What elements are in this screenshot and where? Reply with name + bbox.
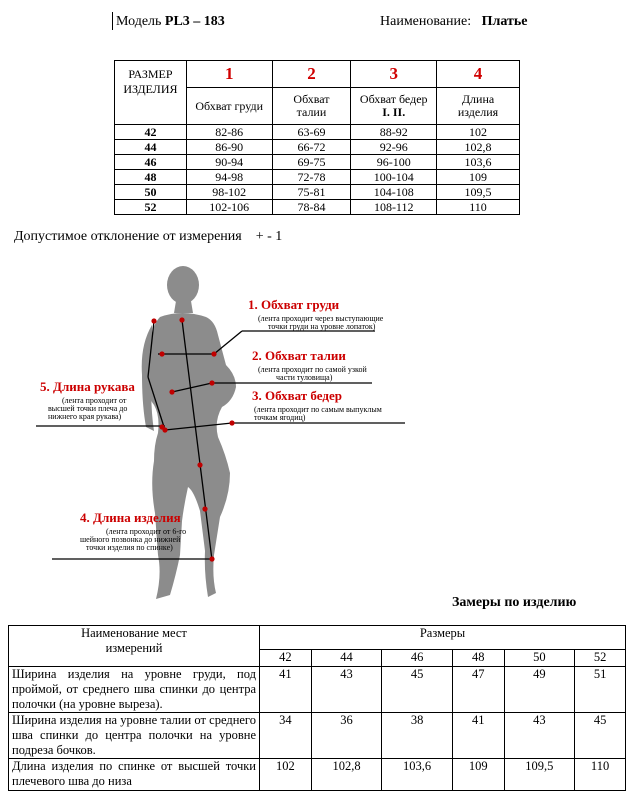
- row-value: 103,6: [382, 759, 453, 791]
- m4-note3: точки изделия по спинке): [86, 543, 173, 552]
- size-cell: 46: [115, 155, 187, 170]
- model-label: Модель: [116, 14, 162, 29]
- col-header-chest: Обхват груди: [186, 88, 272, 125]
- row-value: 102,8: [311, 759, 382, 791]
- row-value: 51: [575, 667, 626, 713]
- row-value: 43: [504, 713, 575, 759]
- row-value: 41: [452, 713, 504, 759]
- col-header-hips-label: Обхват бедер: [359, 92, 428, 106]
- waist-cell: 78-84: [272, 200, 351, 215]
- m3-note2: точкам ягодиц): [254, 413, 306, 422]
- hips-cell: 100-104: [351, 170, 437, 185]
- sizes-header: Размеры: [260, 626, 626, 650]
- waist-cell: 72-78: [272, 170, 351, 185]
- size-cell: 48: [115, 170, 187, 185]
- size-col: 46: [382, 650, 453, 667]
- length-cell: 102,8: [437, 140, 520, 155]
- m1-title: 1. Обхват груди: [248, 297, 340, 312]
- size-cell: 44: [115, 140, 187, 155]
- m4-title: 4. Длина изделия: [80, 510, 181, 525]
- row-value: 36: [311, 713, 382, 759]
- length-cell: 102: [437, 125, 520, 140]
- row-name: Длина изделия по спинке от высшей точки плечевого шва до низа: [9, 759, 260, 791]
- table-row: [115, 140, 520, 155]
- row-name: Ширина изделия на уровне талии от среднего шва спинки до центра полочки на уровне подреза бочков.: [9, 713, 260, 759]
- product-table: [8, 625, 626, 791]
- row-value: 38: [382, 713, 453, 759]
- m3-title: 3. Обхват бедер: [252, 388, 342, 403]
- row-value: 45: [575, 713, 626, 759]
- chest-cell: 102-106: [186, 200, 272, 215]
- size-col: 52: [575, 650, 626, 667]
- row-value: 34: [260, 713, 312, 759]
- name-value: Платье: [481, 14, 528, 29]
- chest-cell: 90-94: [186, 155, 272, 170]
- table-row: [115, 200, 520, 215]
- col-number-4: 4: [437, 61, 520, 88]
- tolerance-note: Допустимое отклонение от измерения + - 1: [14, 229, 283, 244]
- measurement-figure: [0, 255, 632, 605]
- m5-note3: нижнего края рукава): [48, 412, 122, 421]
- size-col: 42: [260, 650, 312, 667]
- hips-cell: 104-108: [351, 185, 437, 200]
- size-col: 44: [311, 650, 382, 667]
- row-value: 109,5: [504, 759, 575, 791]
- waist-cell: 63-69: [272, 125, 351, 140]
- table-row: [115, 170, 520, 185]
- text-cursor: [112, 12, 113, 30]
- size-col: 50: [504, 650, 575, 667]
- waist-cell: 66-72: [272, 140, 351, 155]
- m2-note2: части туловища): [276, 373, 333, 382]
- col-header-hips-sub: I. II.: [382, 105, 406, 119]
- waist-cell: 69-75: [272, 155, 351, 170]
- model-line: [116, 14, 225, 30]
- name-header: Наименование мест измерений: [9, 626, 260, 667]
- m2-title: 2. Обхват талии: [252, 348, 346, 363]
- row-value: 109: [452, 759, 504, 791]
- hips-cell: 108-112: [351, 200, 437, 215]
- table-row: [115, 125, 520, 140]
- col-number-3: 3: [351, 61, 437, 88]
- col-header-length: Длина изделия: [437, 88, 520, 125]
- size-col: 48: [452, 650, 504, 667]
- row-value: 47: [452, 667, 504, 713]
- table-row: [115, 155, 520, 170]
- m1-note1: (лента проходит через выступающие: [258, 314, 384, 323]
- name-label: Наименование:: [380, 14, 472, 29]
- col-number-1: 1: [186, 61, 272, 88]
- m3-note1: (лента проходит по самым выпуклым: [254, 405, 382, 414]
- col-header-hips: [351, 88, 437, 125]
- hips-cell: 92-96: [351, 140, 437, 155]
- size-cell: 52: [115, 200, 187, 215]
- chest-cell: 82-86: [186, 125, 272, 140]
- row-value: 45: [382, 667, 453, 713]
- length-cell: 103,6: [437, 155, 520, 170]
- m1-note2: точки груди на уровне лопаток): [268, 322, 376, 331]
- chest-cell: 94-98: [186, 170, 272, 185]
- table-row: [115, 185, 520, 200]
- col-number-2: 2: [272, 61, 351, 88]
- table-row: [9, 759, 626, 791]
- size-cell: 50: [115, 185, 187, 200]
- size-header: РАЗМЕР ИЗДЕЛИЯ: [115, 61, 187, 125]
- length-cell: 109,5: [437, 185, 520, 200]
- hips-cell: 88-92: [351, 125, 437, 140]
- m4-note2: шейного позвонка до нижней: [80, 535, 181, 544]
- col-header-waist: Обхват талии: [272, 88, 351, 125]
- size-cell: 42: [115, 125, 187, 140]
- m2-note1: (лента проходит по самой узкой: [258, 365, 367, 374]
- m5-title: 5. Длина рукава: [40, 379, 135, 394]
- m5-note2: высшей точки плеча до: [48, 404, 128, 413]
- row-value: 110: [575, 759, 626, 791]
- m5-note1: (лента проходит от: [62, 396, 127, 405]
- product-table-title: Замеры по изделию: [452, 595, 577, 610]
- row-value: 49: [504, 667, 575, 713]
- table-row: [9, 713, 626, 759]
- size-table: [114, 60, 520, 215]
- chest-cell: 98-102: [186, 185, 272, 200]
- length-cell: 109: [437, 170, 520, 185]
- model-value: PL3 – 183: [164, 14, 225, 29]
- hips-cell: 96-100: [351, 155, 437, 170]
- chest-cell: 86-90: [186, 140, 272, 155]
- length-cell: 110: [437, 200, 520, 215]
- m4-note1: (лента проходит от 6-го: [106, 527, 187, 536]
- row-value: 43: [311, 667, 382, 713]
- row-name: Ширина изделия на уровне груди, под проймой, от среднего шва спинки до центра полочки (на уровне выреза).: [9, 667, 260, 713]
- table-row: [9, 667, 626, 713]
- row-value: 41: [260, 667, 312, 713]
- waist-cell: 75-81: [272, 185, 351, 200]
- row-value: 102: [260, 759, 312, 791]
- name-line: [380, 14, 528, 30]
